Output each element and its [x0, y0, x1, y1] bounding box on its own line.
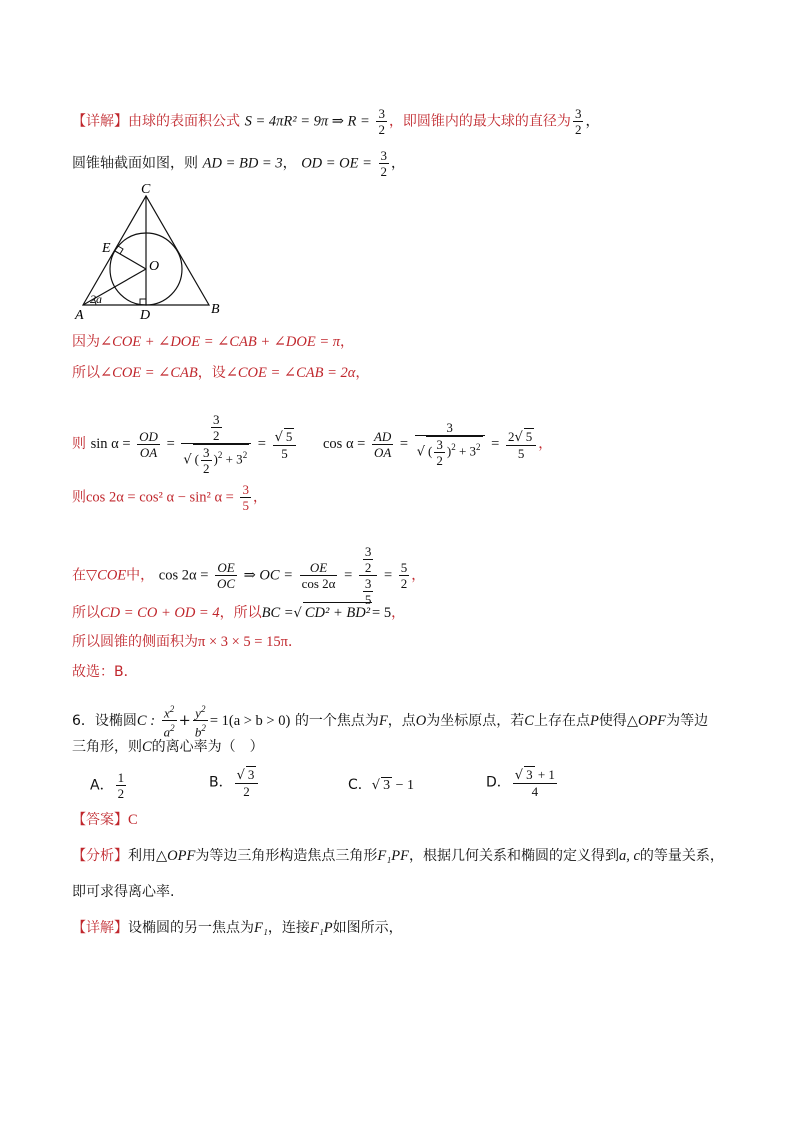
- lateral-area-formula: π × 3 × 5 = 15π: [198, 634, 288, 650]
- q6-text-c: 为坐标原点，若: [426, 712, 525, 729]
- option-a[interactable]: [90, 770, 128, 801]
- question-6-line-2: [72, 737, 264, 757]
- fraction-ad-oa: $\frac{AD}{OA}$: [373, 428, 392, 460]
- equals: =: [166, 436, 175, 452]
- option-a-value: $\frac{1}{2}$: [117, 770, 125, 801]
- detail-tag: 【详解】: [72, 113, 128, 130]
- analysis-line-2: [72, 882, 174, 902]
- bc-radicand: CD² + BD²: [303, 602, 372, 623]
- bc-result: = 5: [372, 605, 392, 621]
- fraction-od-oa: $\frac{OD}{OA}$: [139, 428, 158, 460]
- analysis-ac: a, c: [618, 848, 640, 864]
- sphere-area-formula: S = 4πR² = 9π ⇒ R =: [244, 113, 370, 130]
- answer-line: [72, 810, 138, 830]
- line-so-3: [72, 632, 302, 652]
- option-d-value: $\frac{√ 3 + 1}{4}$: [514, 767, 555, 799]
- let-text: ，设: [197, 365, 226, 381]
- line-triangle-coe: 在▽COE中， cos 2α = $\frac{OE}{OC}$ ⇒ OC = $\frac{OE}{\cos 2\alpha}$ = $\frac{\frac{3}{2}}{\frac{3}{5}}$ = $\frac{5}{2}$ ，: [72, 544, 426, 607]
- detail1-text: 由球的表面积公式: [128, 113, 240, 130]
- option-a-label: A．: [90, 777, 114, 794]
- analysis-text-b: 为等边三角形构造焦点三角形: [195, 848, 378, 864]
- option-d-label: D．: [486, 774, 511, 791]
- point-o: O: [415, 712, 427, 729]
- option-d[interactable]: [486, 766, 559, 799]
- option-c-label: C．: [348, 777, 372, 793]
- fraction-oe-oc: $\frac{OE}{OC}$: [216, 560, 236, 591]
- line-cos2alpha: [72, 482, 267, 513]
- so-text: 所以: [72, 605, 100, 621]
- fraction-sin-expansion: $\frac{3}{2}$ √ ( $\frac{3}{2}$ )$^2 + 3^2$: [181, 412, 251, 476]
- triangle-opf: △OPF: [626, 712, 667, 729]
- option-c-radicand: 3: [383, 778, 391, 793]
- label-o: O: [149, 259, 160, 274]
- detail-line-2: 圆锥轴截面如图，则 AD = BD = 3， OD = OE = $\frac{3}{2}$ ，: [72, 148, 406, 179]
- detail2-text: 圆锥轴截面如图，则: [72, 155, 198, 172]
- fraction-3-2-b: $\frac{3}{2}$: [574, 106, 582, 137]
- cos-2alpha-lhs: cos 2α =: [158, 567, 209, 584]
- line-choice: [72, 662, 138, 682]
- analysis-tag: 【分析】: [72, 848, 128, 864]
- analysis-line-1: [72, 846, 724, 866]
- cos-alpha-lhs: cos α =: [323, 436, 366, 452]
- analysis-text-a: 利用: [128, 848, 156, 864]
- label-a: A: [75, 308, 84, 323]
- lateral-area-text: 所以圆锥的侧面积为: [72, 634, 198, 650]
- segment-f1p: F₁P: [309, 920, 333, 936]
- analysis-f1pf: F₁PF: [377, 848, 409, 864]
- ad-bd-formula: AD = BD = 3: [202, 155, 283, 172]
- comma: ，: [391, 605, 406, 621]
- comma: ，: [282, 155, 297, 172]
- answer-value: C: [128, 812, 138, 828]
- point-p: P: [589, 712, 599, 729]
- point-f: F: [378, 712, 388, 729]
- option-c-tail: − 1: [392, 778, 414, 793]
- because-text: 因为: [72, 334, 100, 350]
- option-b-label: B．: [209, 774, 233, 791]
- detail-last-text-b: ，连接: [267, 920, 310, 936]
- line-so-2: 所以CD = CO + OD = 4，所以BC =√ CD² + BD² = 5，: [72, 602, 405, 624]
- q6-line2-b: 的离心率为（ ）: [151, 739, 264, 755]
- angle-2alpha-formula: ∠COE = ∠CAB = 2α: [225, 365, 356, 381]
- angle-eq-formula: ∠COE = ∠CAB: [100, 365, 198, 381]
- fraction-y2-b2: $\frac{y^2}{b^2}$: [194, 704, 206, 740]
- detail-line-1: 【详解】由球的表面积公式 S = 4πR² = 9π ⇒ R = $\frac{3}{2}$ ，即圆锥内的最大球的直径为 $\frac{3}{2}$ ，: [72, 106, 600, 137]
- curve-c-ref-2: C: [142, 739, 152, 755]
- option-c[interactable]: C．√ 3 − 1: [348, 777, 414, 793]
- q6-line2-a: 三角形，则: [72, 739, 142, 755]
- angle-sum-formula: ∠COE + ∠DOE = ∠CAB + ∠DOE = π: [100, 334, 340, 350]
- fraction-cos-expansion: 3 √ ( $\frac{3}{2}$ )$^2 + 3^2$: [415, 420, 485, 468]
- choice-text: 故选：B．: [72, 664, 138, 680]
- answer-tag: 【答案】: [72, 812, 128, 828]
- label-d: D: [140, 308, 151, 323]
- period: ．: [287, 634, 302, 650]
- fraction-3-2: $\frac{3}{2}$: [378, 106, 385, 137]
- fraction-5-2: $\frac{5}{2}$: [400, 560, 408, 591]
- fraction-oe-cos2a: $\frac{OE}{\cos 2\alpha}$: [301, 560, 336, 591]
- line-because: [72, 332, 354, 352]
- analysis-line2-text: 即可求得离心率.: [72, 884, 175, 900]
- cone-cross-section-figure: [72, 180, 242, 325]
- label-c: C: [141, 182, 151, 197]
- label-e: E: [102, 241, 111, 256]
- line-sin-cos: 则 sin α = $\frac{OD}{OA}$ = $\frac{3}{2}$ √ ( $\frac{3}{2}$ )$^2 + 3^2$ = $\frac{√ 5}{5}$ cos α = $\frac{AD}{OA}$ = 3 √ ( $\frac{3}{2}$ )$^2 + 3^2$ = $\frac{2√ 5}{5}$ ，: [72, 412, 553, 476]
- curve-c-ref: C: [524, 712, 534, 729]
- so-text-b: ，所以: [219, 605, 262, 621]
- triangle-coe: ▽COE: [86, 567, 127, 584]
- od-oe-formula: OD = OE =: [301, 155, 372, 172]
- q6-text-e: 使得: [598, 712, 627, 729]
- analysis-text-c: ，根据几何关系和椭圆的定义得到: [408, 848, 619, 864]
- bc-lhs: BC =: [261, 605, 294, 621]
- line-so-1: [72, 363, 369, 383]
- detail-last-text-c: 如图所示，: [332, 920, 403, 936]
- detail-tag-2: 【详解】: [72, 920, 128, 936]
- detail-last-text-a: 设椭圆的另一焦点为: [128, 920, 254, 936]
- label-angle: 2a: [90, 292, 102, 306]
- comma: ，: [355, 365, 370, 381]
- q6-text-d: 上存在点: [533, 712, 590, 729]
- then-text: 则: [72, 436, 86, 452]
- comma: ，: [340, 334, 354, 350]
- analysis-text-d: 的等量关系，: [639, 848, 724, 864]
- then-text: 则: [72, 489, 86, 506]
- so-text: 所以: [72, 365, 100, 381]
- fraction-nested: $\frac{\frac{3}{2}}{\frac{3}{5}}$: [359, 544, 378, 607]
- detail1-text-b: ，即圆锥内的最大球的直径为: [388, 113, 571, 130]
- ellipse-equation-tail: = 1(a > b > 0): [209, 712, 291, 729]
- label-b: B: [211, 302, 220, 317]
- q6-text-a: 的一个焦点为: [294, 712, 379, 729]
- focus-f1: F₁: [254, 920, 268, 936]
- q6-text-b: ，点: [387, 712, 416, 729]
- double-angle-formula: cos 2α = cos² α − sin² α =: [86, 489, 234, 506]
- comma: ，: [411, 567, 426, 584]
- question-number: 6．设椭圆: [72, 712, 137, 729]
- q6-text-f: 为等边: [666, 712, 709, 729]
- fraction-3-5: $\frac{3}{5}$: [242, 482, 249, 513]
- cd-formula: CD = CO + OD = 4: [100, 605, 220, 621]
- fraction-3-2-c: $\frac{3}{2}$: [380, 148, 388, 179]
- comma: ，: [538, 436, 553, 452]
- middle-text: 中，: [126, 567, 155, 584]
- detail-last-line: [72, 918, 403, 938]
- option-b[interactable]: [209, 766, 260, 799]
- fraction-root5-5: $\frac{√ 5}{5}$: [273, 428, 297, 461]
- question-6-line-1: 6．设椭圆C : $\frac{x^2}{a^2}$ + $\frac{y^2}{b^2}$ = 1(a > b > 0) 的一个焦点为F，点O为坐标原点，若C上存在点P使得△OPF为等边: [72, 704, 709, 740]
- option-b-value: $\frac{√ 3}{2}$: [235, 766, 259, 799]
- fraction-2root5-5: $\frac{2√ 5}{5}$: [506, 428, 536, 461]
- analysis-triangle-opf: △OPF: [156, 848, 196, 864]
- curve-c: C :: [136, 712, 156, 729]
- in-text: 在: [72, 567, 86, 584]
- fraction-x2-a2: $\frac{x^2}{a^2}$: [163, 704, 175, 740]
- implies-oc: ⇒ OC =: [243, 567, 293, 584]
- sin-alpha-lhs: sin α =: [90, 436, 131, 452]
- comma: ，: [252, 489, 267, 506]
